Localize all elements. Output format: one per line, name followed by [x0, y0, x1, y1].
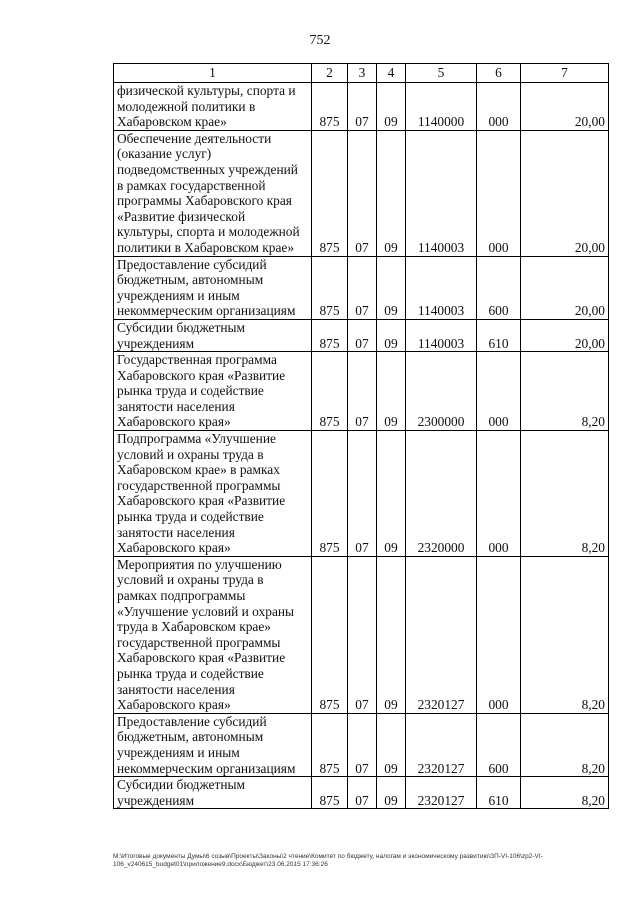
admin-code: 875 — [312, 130, 348, 256]
column-header: 6 — [477, 64, 521, 83]
table-row — [114, 256, 609, 319]
section-code: 07 — [348, 556, 377, 713]
expense-type-code: 600 — [477, 713, 521, 776]
subsection-code: 09 — [377, 713, 406, 776]
column-header: 2 — [312, 64, 348, 83]
amount: 8,20 — [521, 556, 609, 713]
column-header: 3 — [348, 64, 377, 83]
amount: 8,20 — [521, 431, 609, 557]
subsection-code: 09 — [377, 777, 406, 809]
row-description: Обеспечение деятельности (оказание услуг) подведомственных учреждений в рамках государственной программы Хабаровского края «Развитие физической культуры, спорта и молодежной политики в Хабаровском крае» — [114, 130, 312, 256]
column-header: 1 — [114, 64, 312, 83]
page-number: 752 — [309, 33, 331, 48]
subsection-code: 09 — [377, 556, 406, 713]
target-article-code: 1140003 — [406, 319, 477, 351]
expense-type-code: 610 — [477, 777, 521, 809]
target-article-code: 1140003 — [406, 256, 477, 319]
row-description: Предоставление субсидий бюджетным, автономным учреждениям и иным некоммерческим организациям — [114, 713, 312, 776]
table-row — [114, 83, 609, 131]
amount: 20,00 — [521, 256, 609, 319]
section-code: 07 — [348, 130, 377, 256]
admin-code: 875 — [312, 431, 348, 557]
admin-code: 875 — [312, 556, 348, 713]
row-description: Субсидии бюджетным учреждениям — [114, 319, 312, 351]
column-header: 5 — [406, 64, 477, 83]
row-description: Государственная программа Хабаровского края «Развитие рынка труда и содействие занятости населения Хабаровского края» — [114, 352, 312, 431]
section-code: 07 — [348, 777, 377, 809]
target-article-code: 2320127 — [406, 556, 477, 713]
row-description: Мероприятия по улучшению условий и охраны труда в рамках подпрограммы «Улучшение условий и охраны труда в Хабаровском крае» государственной программы Хабаровского края «Развитие рынка труда и содействие занятости населения Хабаровского края» — [114, 556, 312, 713]
admin-code: 875 — [312, 256, 348, 319]
subsection-code: 09 — [377, 319, 406, 351]
subsection-code: 09 — [377, 83, 406, 131]
target-article-code: 2320000 — [406, 431, 477, 557]
section-code: 07 — [348, 319, 377, 351]
table-row — [114, 713, 609, 776]
row-description: Предоставление субсидий бюджетным, автономным учреждениям и иным некоммерческим организациям — [114, 256, 312, 319]
expense-type-code: 000 — [477, 130, 521, 256]
section-code: 07 — [348, 256, 377, 319]
amount: 20,00 — [521, 319, 609, 351]
file-path-footer: M:\Итоговые документы Думы\6 созыв\Проекты\Законы\2 чтение\Комитет по бюджету, налогам и экономическому развитию\ЗП-VI-106\zp2-VI-106_v240615_budget01\приложение9.docx\Бюджет\23.06.2015 17:36:26 — [113, 853, 543, 868]
target-article-code: 2320127 — [406, 713, 477, 776]
admin-code: 875 — [312, 713, 348, 776]
amount: 20,00 — [521, 83, 609, 131]
section-code: 07 — [348, 83, 377, 131]
expense-type-code: 000 — [477, 556, 521, 713]
expense-type-code: 000 — [477, 352, 521, 431]
row-description: физической культуры, спорта и молодежной политики в Хабаровском крае» — [114, 83, 312, 131]
admin-code: 875 — [312, 83, 348, 131]
table-row — [114, 556, 609, 713]
amount: 8,20 — [521, 713, 609, 776]
budget-table — [113, 63, 609, 809]
admin-code: 875 — [312, 352, 348, 431]
target-article-code: 2320127 — [406, 777, 477, 809]
column-header: 7 — [521, 64, 609, 83]
amount: 8,20 — [521, 777, 609, 809]
target-article-code: 1140000 — [406, 83, 477, 131]
expense-type-code: 000 — [477, 431, 521, 557]
row-description: Подпрограмма «Улучшение условий и охраны труда в Хабаровском крае» в рамках государственной программы Хабаровского края «Развитие рынка труда и содействие занятости населения Хабаровского края» — [114, 431, 312, 557]
subsection-code: 09 — [377, 130, 406, 256]
table-row — [114, 431, 609, 557]
subsection-code: 09 — [377, 256, 406, 319]
admin-code: 875 — [312, 319, 348, 351]
table-row — [114, 130, 609, 256]
expense-type-code: 000 — [477, 83, 521, 131]
section-code: 07 — [348, 713, 377, 776]
target-article-code: 2300000 — [406, 352, 477, 431]
table-row — [114, 319, 609, 351]
subsection-code: 09 — [377, 431, 406, 557]
admin-code: 875 — [312, 777, 348, 809]
section-code: 07 — [348, 352, 377, 431]
row-description: Субсидии бюджетным учреждениям — [114, 777, 312, 809]
table-header-row — [114, 64, 609, 83]
amount: 8,20 — [521, 352, 609, 431]
amount: 20,00 — [521, 130, 609, 256]
subsection-code: 09 — [377, 352, 406, 431]
expense-type-code: 600 — [477, 256, 521, 319]
table-row — [114, 777, 609, 809]
expense-type-code: 610 — [477, 319, 521, 351]
table-row — [114, 352, 609, 431]
column-header: 4 — [377, 64, 406, 83]
target-article-code: 1140003 — [406, 130, 477, 256]
section-code: 07 — [348, 431, 377, 557]
